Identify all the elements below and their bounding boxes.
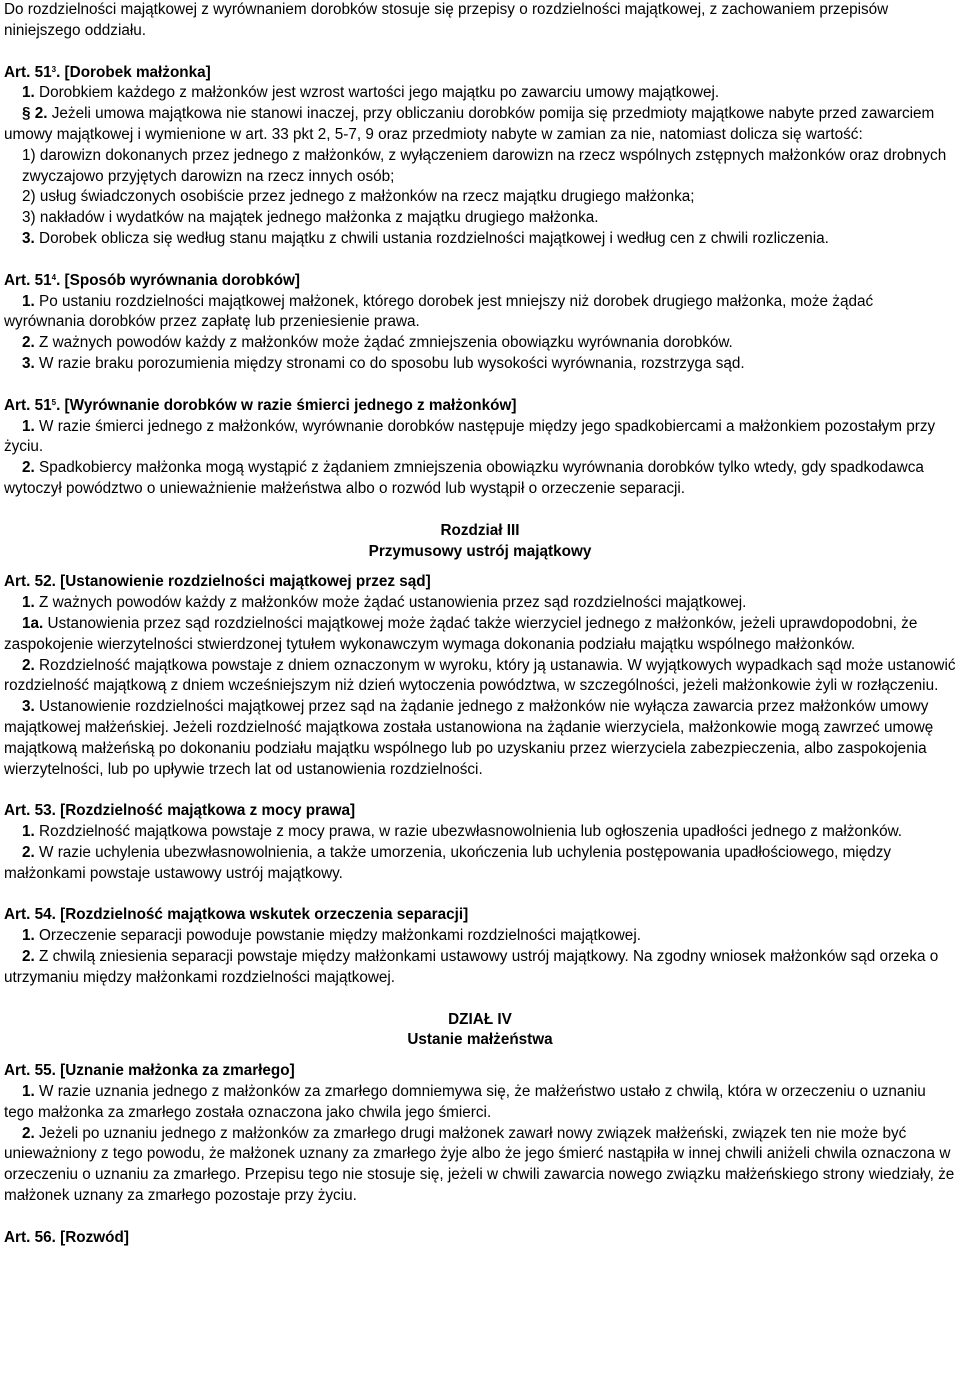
article-51-4-para-1: 1. Po ustaniu rozdzielności majątkowej małżonek, którego dorobek jest mniejszy niż dorobek drugiego małżonka, może żądać wyrównania dorobków przez zapłatę lub przeniesienie prawa. — [4, 292, 874, 331]
article-56-heading: Art. 56. [Rozwód] — [4, 1228, 129, 1246]
article-51-3-para-1: 1. Dorobkiem każdego z małżonków jest wzrost wartości jego majątku po zawarciu umowy majątkowej. — [22, 84, 720, 102]
article-51-5-para-2: 2. Spadkobiercy małżonka mogą wystąpić z żądaniem zmniejszenia obowiązku wyrównania dorobków tylko wtedy, gdy spadkodawca wytoczył powództwo o unieważnienie małżeństwa albo o rozwód lub wystąpił o orzeczenie separacji. — [4, 459, 924, 497]
article-51-3-item-3: 3) nakładów i wydatków na majątek jednego małżonka z majątku drugiego małżonka. — [22, 209, 599, 227]
article-51-3-para-3: 3. Dorobek oblicza się według stanu majątku z chwili ustania rozdzielności majątkowej i według cen z chwili rozliczenia. — [22, 229, 829, 247]
article-51-3-item-1: 1) darowizn dokonanych przez jednego z małżonków, z wyłączeniem darowizn na rzecz wspólnych zstępnych małżonków oraz drobnych zwyczajowo przyjętych darowizn na rzecz innych osób; — [22, 146, 947, 185]
chapter-3-number: Rozdział III — [440, 521, 520, 539]
section-4-number: DZIAŁ IV — [448, 1010, 512, 1028]
article-51-4-para-2: 2. Z ważnych powodów każdy z małżonków może żądać zmniejszenia obowiązku wyrównania dorobków. — [22, 334, 733, 352]
article-51-4-heading: Art. $51^4$. [Sposób wyrównania dorobków] — [4, 271, 300, 289]
article-52-para-1: 1. Z ważnych powodów każdy z małżonków może żądać ustanowienia przez sąd rozdzielności majątkowej. — [22, 594, 747, 612]
article-55-heading: Art. 55. [Uznanie małżonka za zmarłego] — [4, 1062, 295, 1080]
article-53-para-1: 1. Rozdzielność majątkowa powstaje z mocy prawa, w razie ubezwłasnowolnienia lub ogłoszenia upadłości jednego z małżonków. — [22, 823, 903, 841]
article-54-para-1: 1. Orzeczenie separacji powoduje powstanie między małżonkami rozdzielności majątkowej. — [22, 927, 641, 945]
article-51-5-heading: Art. $51^5$. [Wyrównanie dorobków w razie śmierci jednego z małżonków] — [4, 396, 517, 414]
article-55-para-2: 2. Jeżeli po uznaniu jednego z małżonków za zmarłego drugi małżonek zawarł nowy związek małżeński, związek ten nie może być unieważniony z tego powodu, że małżonek uznany za zmarłego żyje albo że jego śmierć nastąpiła w innej chwili aniżeli chwila oznaczona w orzeczeniu o uznaniu za zmarłego. Przepisu tego nie stosuje się, jeżeli w chwili zawarcia nowego związku małżeńskiego strony wiedziały, że małżonek uznany za zmarłego pozostaje przy życiu. — [4, 1124, 955, 1205]
article-51-3-item-2: 2) usług świadczonych osobiście przez jednego z małżonków na rzecz majątku drugiego małżonka; — [22, 188, 695, 206]
article-51-4-para-3: 3. W razie braku porozumienia między stronami co do sposobu lub wysokości wyrównania, rozstrzyga sąd. — [22, 354, 745, 372]
article-51-3-para-2: § 2. Jeżeli umowa majątkowa nie stanowi inaczej, przy obliczaniu dorobków pomija się przedmioty majątkowe nabyte przed zawarciem umowy majątkowej i wymienione w art. 33 pkt 2, 5-7, 9 oraz przedmioty nabyte w zamian za nie, natomiast dolicza się wartość: — [4, 105, 935, 143]
article-52-para-3: 3. Ustanowienie rozdzielności majątkowej przez sąd na żądanie jednego z małżonków nie wyłącza zawarcia przez małżonków umowy majątkowej małżeńskiej. Jeżeli rozdzielność majątkowa została ustanowiona na żądanie wierzyciela, małżonkowie mogą zawrzeć umowę majątkową małżeńską po dokonaniu podziału majątku wspólnego lub po uzyskaniu przez wierzyciela zabezpieczenia, albo zaspokojenia wierzytelności, lub po upływie trzech lat od ustanowienia rozdzielności. — [4, 698, 934, 778]
intro-paragraph: Do rozdzielności majątkowej z wyrównaniem dorobków stosuje się przepisy o rozdzielności majątkowej, z zachowaniem przepisów niniejszego oddziału. — [4, 1, 889, 39]
article-54-para-2: 2. Z chwilą zniesienia separacji powstaje między małżonkami ustawowy ustrój majątkowy. Na zgodny wniosek małżonków sąd orzeka o utrzymaniu między małżonkami rozdzielności majątkowej. — [4, 948, 939, 986]
article-53-para-2: 2. W razie uchylenia ubezwłasnowolnienia, a także umorzenia, ukończenia lub uchylenia postępowania upadłościowego, między małżonkami powstaje ustawowy ustrój majątkowy. — [4, 843, 892, 882]
chapter-3-title: Przymusowy ustrój majątkowy — [368, 542, 592, 560]
article-54-heading: Art. 54. [Rozdzielność majątkowa wskutek orzeczenia separacji] — [4, 906, 469, 924]
article-55-para-1: 1. W razie uznania jednego z małżonków za zmarłego domniemywa się, że małżeństwo ustało z chwilą, która w orzeczeniu o uznaniu tego małżonka za zmarłego została oznaczona jako chwila jego śmierci. — [4, 1083, 926, 1121]
article-52-heading: Art. 52. [Ustanowienie rozdzielności majątkowej przez sąd] — [4, 573, 431, 591]
article-51-5-para-1: 1. W razie śmierci jednego z małżonków, wyrównanie dorobków następuje między jego spadkobiercami a małżonkiem pozostałym przy życiu. — [4, 417, 936, 456]
article-52-para-2: 2. Rozdzielność majątkowa powstaje z dniem oznaczonym w wyroku, który ją ustanawia. W wyjątkowych wypadkach sąd może ustanowić rozdzielność majątkową z dniem wcześniejszym niż dzień wytoczenia powództwa, w szczególności, jeżeli małżonkowie żyli w rozłączeniu. — [4, 656, 956, 695]
article-52-para-1a: 1a. Ustanowienia przez sąd rozdzielności majątkowej może żądać także wierzyciel jednego z małżonków, jeżeli uprawdopodobni, że zaspokojenie wierzytelności stwierdzonej tytułem wykonawczym wymaga dokonania podziału majątku wspólnego małżonków. — [4, 614, 918, 653]
section-4-title: Ustanie małżeństwa — [407, 1031, 553, 1049]
article-51-3-heading: Art. $51^3$. [Dorobek małżonka] — [4, 63, 211, 81]
article-53-heading: Art. 53. [Rozdzielność majątkowa z mocy prawa] — [4, 802, 356, 820]
